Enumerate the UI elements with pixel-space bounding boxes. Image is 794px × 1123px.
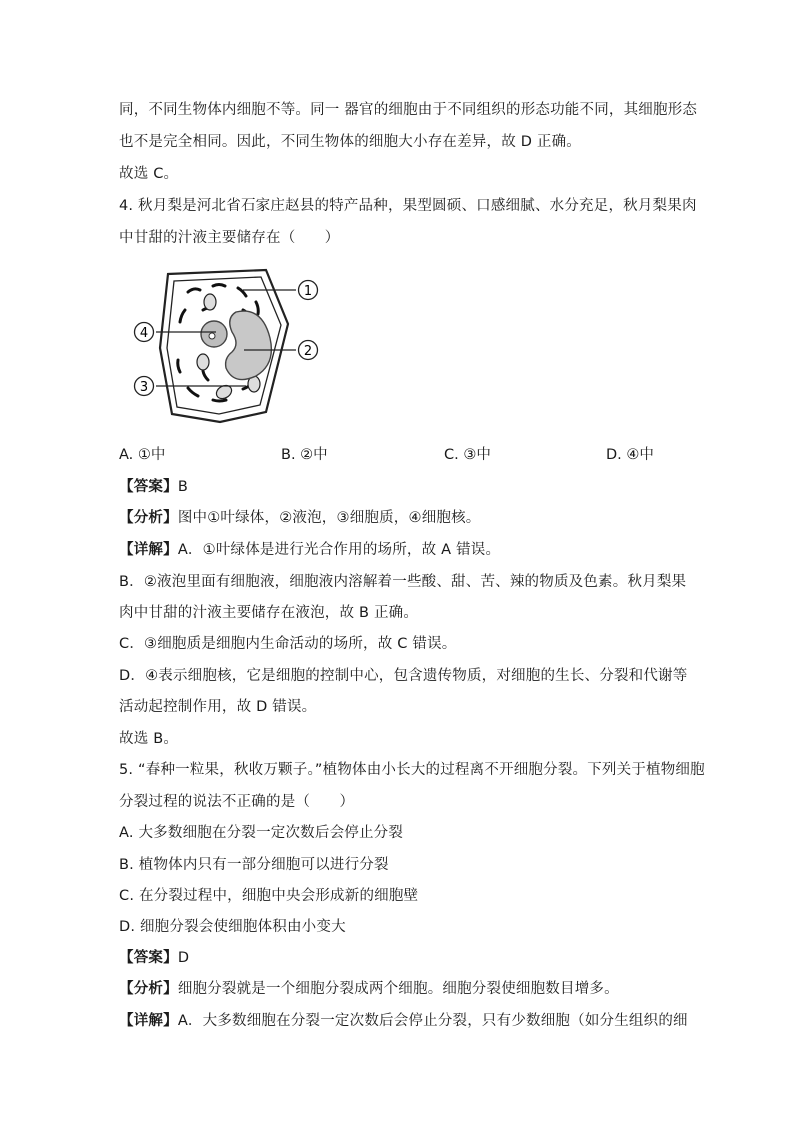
label-2: 2 xyxy=(303,344,313,359)
vacuole xyxy=(226,311,272,380)
detail-line: D．④表示细胞核，它是细胞的控制中心，包含遗传物质，对细胞的生长、分裂和代谢等 xyxy=(119,668,688,684)
option-b: B. ②中 xyxy=(281,447,328,463)
detail-line: 活动起控制作用，故 D 错误。 xyxy=(119,699,317,715)
answer-tag: 【答案】 xyxy=(119,950,178,966)
question-4-stem: 中甘甜的汁液主要储存在（ ） xyxy=(119,230,340,246)
text-line: 同，不同生物体内细胞不等。同一 器官的细胞由于不同组织的形态功能不同，其细胞形态 xyxy=(119,102,698,118)
option-c: C. 在分裂过程中，细胞中央会形成新的细胞壁 xyxy=(119,888,419,904)
conclusion-line: 故选 C。 xyxy=(119,166,179,182)
conclusion-line: 故选 B。 xyxy=(119,731,179,747)
text-line: 也不是完全相同。因此，不同生物体的细胞大小存在差异，故 D 正确。 xyxy=(119,134,581,150)
answer-line xyxy=(119,477,188,497)
analysis-tag: 【分析】 xyxy=(119,510,178,526)
detail-line: 肉中甘甜的汁液主要储存在液泡，故 B 正确。 xyxy=(119,605,419,621)
option-b: B. 植物体内只有一部分细胞可以进行分裂 xyxy=(119,857,389,873)
analysis-tag: 【分析】 xyxy=(119,981,178,997)
question-4-stem: 4. 秋月梨是河北省石家庄赵县的特产品种，果型圆硕、口感细腻、水分充足，秋月梨果肉 xyxy=(119,198,697,214)
option-a: A. ①中 xyxy=(119,447,166,463)
analysis-line xyxy=(119,508,481,528)
label-1: 1 xyxy=(303,284,313,299)
label-4: 4 xyxy=(139,326,149,341)
option-a: A. 大多数细胞在分裂一定次数后会停止分裂 xyxy=(119,825,404,841)
analysis-text: 图中①叶绿体，②液泡，③细胞质，④细胞核。 xyxy=(177,510,481,526)
plant-cell-diagram xyxy=(128,262,328,428)
detail-line xyxy=(119,1011,688,1031)
option-d: D. 细胞分裂会使细胞体积由小变大 xyxy=(119,919,346,935)
question-5-stem: 5. “春种一粒果，秋收万颗子。”植物体由小长大的过程离不开细胞分裂。下列关于植物细胞 xyxy=(119,762,705,778)
detail-tag: 【详解】 xyxy=(119,542,178,558)
answer-tag: 【答案】 xyxy=(119,479,178,495)
option-d: D. ④中 xyxy=(606,447,654,463)
answer-value: D xyxy=(177,950,190,966)
label-3: 3 xyxy=(139,380,149,395)
analysis-text: 细胞分裂就是一个细胞分裂成两个细胞。细胞分裂使细胞数目增多。 xyxy=(177,981,619,997)
option-c: C. ③中 xyxy=(444,447,491,463)
answer-line xyxy=(119,948,189,968)
detail-line: B．②液泡里面有细胞液，细胞液内溶解着一些酸、甜、苦、辣的物质及色素。秋月梨果 xyxy=(119,574,687,590)
analysis-line xyxy=(119,979,619,999)
answer-value: B xyxy=(177,479,188,495)
detail-text: A．①叶绿体是进行光合作用的场所，故 A 错误。 xyxy=(177,542,501,558)
detail-line: C．③细胞质是细胞内生命活动的场所，故 C 错误。 xyxy=(119,636,457,652)
nucleolus xyxy=(209,333,215,339)
question-5-stem: 分裂过程的说法不正确的是（ ） xyxy=(119,794,355,810)
detail-text: A．大多数细胞在分裂一定次数后会停止分裂，只有少数细胞（如分生组织的细 xyxy=(177,1013,688,1029)
detail-line xyxy=(119,540,500,560)
detail-tag: 【详解】 xyxy=(119,1013,178,1029)
